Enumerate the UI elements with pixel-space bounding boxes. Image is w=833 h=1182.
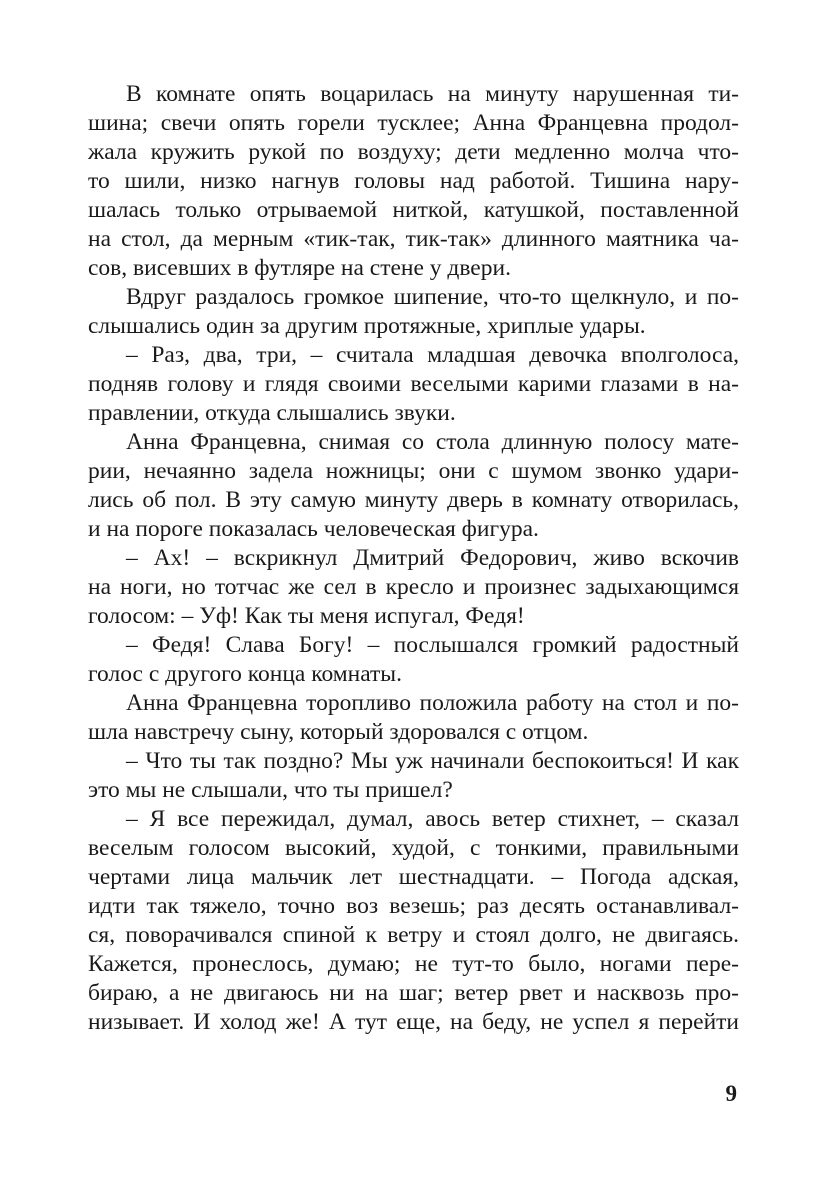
- paragraph-1: [88, 80, 739, 283]
- text-line: лись об пол. В эту самую минуту дверь в комнату отворилась,: [88, 487, 739, 513]
- text-line: веселым голосом высокий, худой, с тонкими, правильными: [88, 835, 739, 861]
- text-line: – Я все пережидал, думал, авось ветер стихнет, – сказал: [126, 806, 739, 832]
- text-line: шина; свечи опять горели тусклее; Анна Францевна продол-: [88, 110, 739, 136]
- page-body: [88, 80, 739, 1037]
- text-line: – Ах! – вскрикнул Дмитрий Федорович, живо вскочив: [126, 545, 739, 571]
- text-line: – Что ты так поздно? Мы уж начинали беспокоиться! И как: [126, 748, 739, 774]
- text-line: низывает. И холод же! А тут еще, на беду, не успел я перейти: [88, 1009, 739, 1035]
- text-line: правлении, откуда слышались звуки.: [88, 400, 456, 426]
- paragraph-3: [88, 341, 739, 428]
- text-line: Вдруг раздалось громкое шипение, что-то щелкнуло, и по-: [126, 284, 739, 310]
- text-line: чертами лица мальчик лет шестнадцати. – Погода адская,: [88, 864, 739, 890]
- text-line: шалась только отрываемой ниткой, катушкой, поставленной: [88, 197, 739, 223]
- page-number: 9: [725, 1081, 737, 1106]
- text-line: жала кружить рукой по воздуху; дети медленно молча что-: [88, 139, 739, 165]
- text-line: шла навстречу сыну, который здоровался с отцом.: [88, 719, 589, 745]
- text-line: на стол, да мерным «тик-так, тик-так» длинного маятника ча-: [88, 226, 739, 252]
- text-line: слышались один за другим протяжные, хриплые удары.: [88, 313, 646, 339]
- paragraph-8: [88, 747, 739, 805]
- text-line: и на пороге показалась человеческая фигура.: [88, 516, 539, 542]
- text-line: ся, поворачивался спиной к ветру и стоял долго, не двигаясь.: [88, 922, 739, 948]
- text-line: бираю, а не двигаюсь ни на шаг; ветер рвет и насквозь про-: [88, 980, 739, 1006]
- text-line: рии, нечаянно задела ножницы; они с шумом звонко удари-: [88, 458, 739, 484]
- text-line: подняв голову и глядя своими веселыми карими глазами в на-: [88, 371, 739, 397]
- text-line: это мы не слышали, что ты пришел?: [88, 777, 453, 803]
- text-line: Анна Францевна, снимая со стола длинную полосу мате-: [126, 429, 739, 455]
- paragraph-6: [88, 631, 739, 689]
- text-line: – Федя! Слава Богу! – послышался громкий радостный: [126, 632, 739, 658]
- text-line: то шили, низко нагнув головы над работой. Тишина нару-: [88, 168, 739, 194]
- text-line: идти так тяжело, точно воз везешь; раз десять останавливал-: [88, 893, 739, 919]
- text-line: голос с другого конца комнаты.: [88, 661, 402, 687]
- paragraph-2: [88, 283, 739, 341]
- paragraph-9: [88, 805, 739, 1037]
- text-line: Анна Францевна торопливо положила работу на стол и по-: [126, 690, 739, 716]
- text-line: голосом: – Уф! Как ты меня испугал, Федя!: [88, 603, 525, 629]
- text-line: на ноги, но тотчас же сел в кресло и произнес задыхающимся: [88, 574, 739, 600]
- paragraph-7: [88, 689, 739, 747]
- text-line: Кажется, пронеслось, думаю; не тут-то было, ногами пере-: [88, 951, 739, 977]
- paragraph-5: [88, 544, 739, 631]
- text-line: – Раз, два, три, – считала младшая девочка вполголоса,: [126, 342, 739, 368]
- text-line: В комнате опять воцарилась на минуту нарушенная ти-: [126, 81, 739, 107]
- text-line: сов, висевших в футляре на стене у двери.: [88, 255, 511, 281]
- paragraph-4: [88, 428, 739, 544]
